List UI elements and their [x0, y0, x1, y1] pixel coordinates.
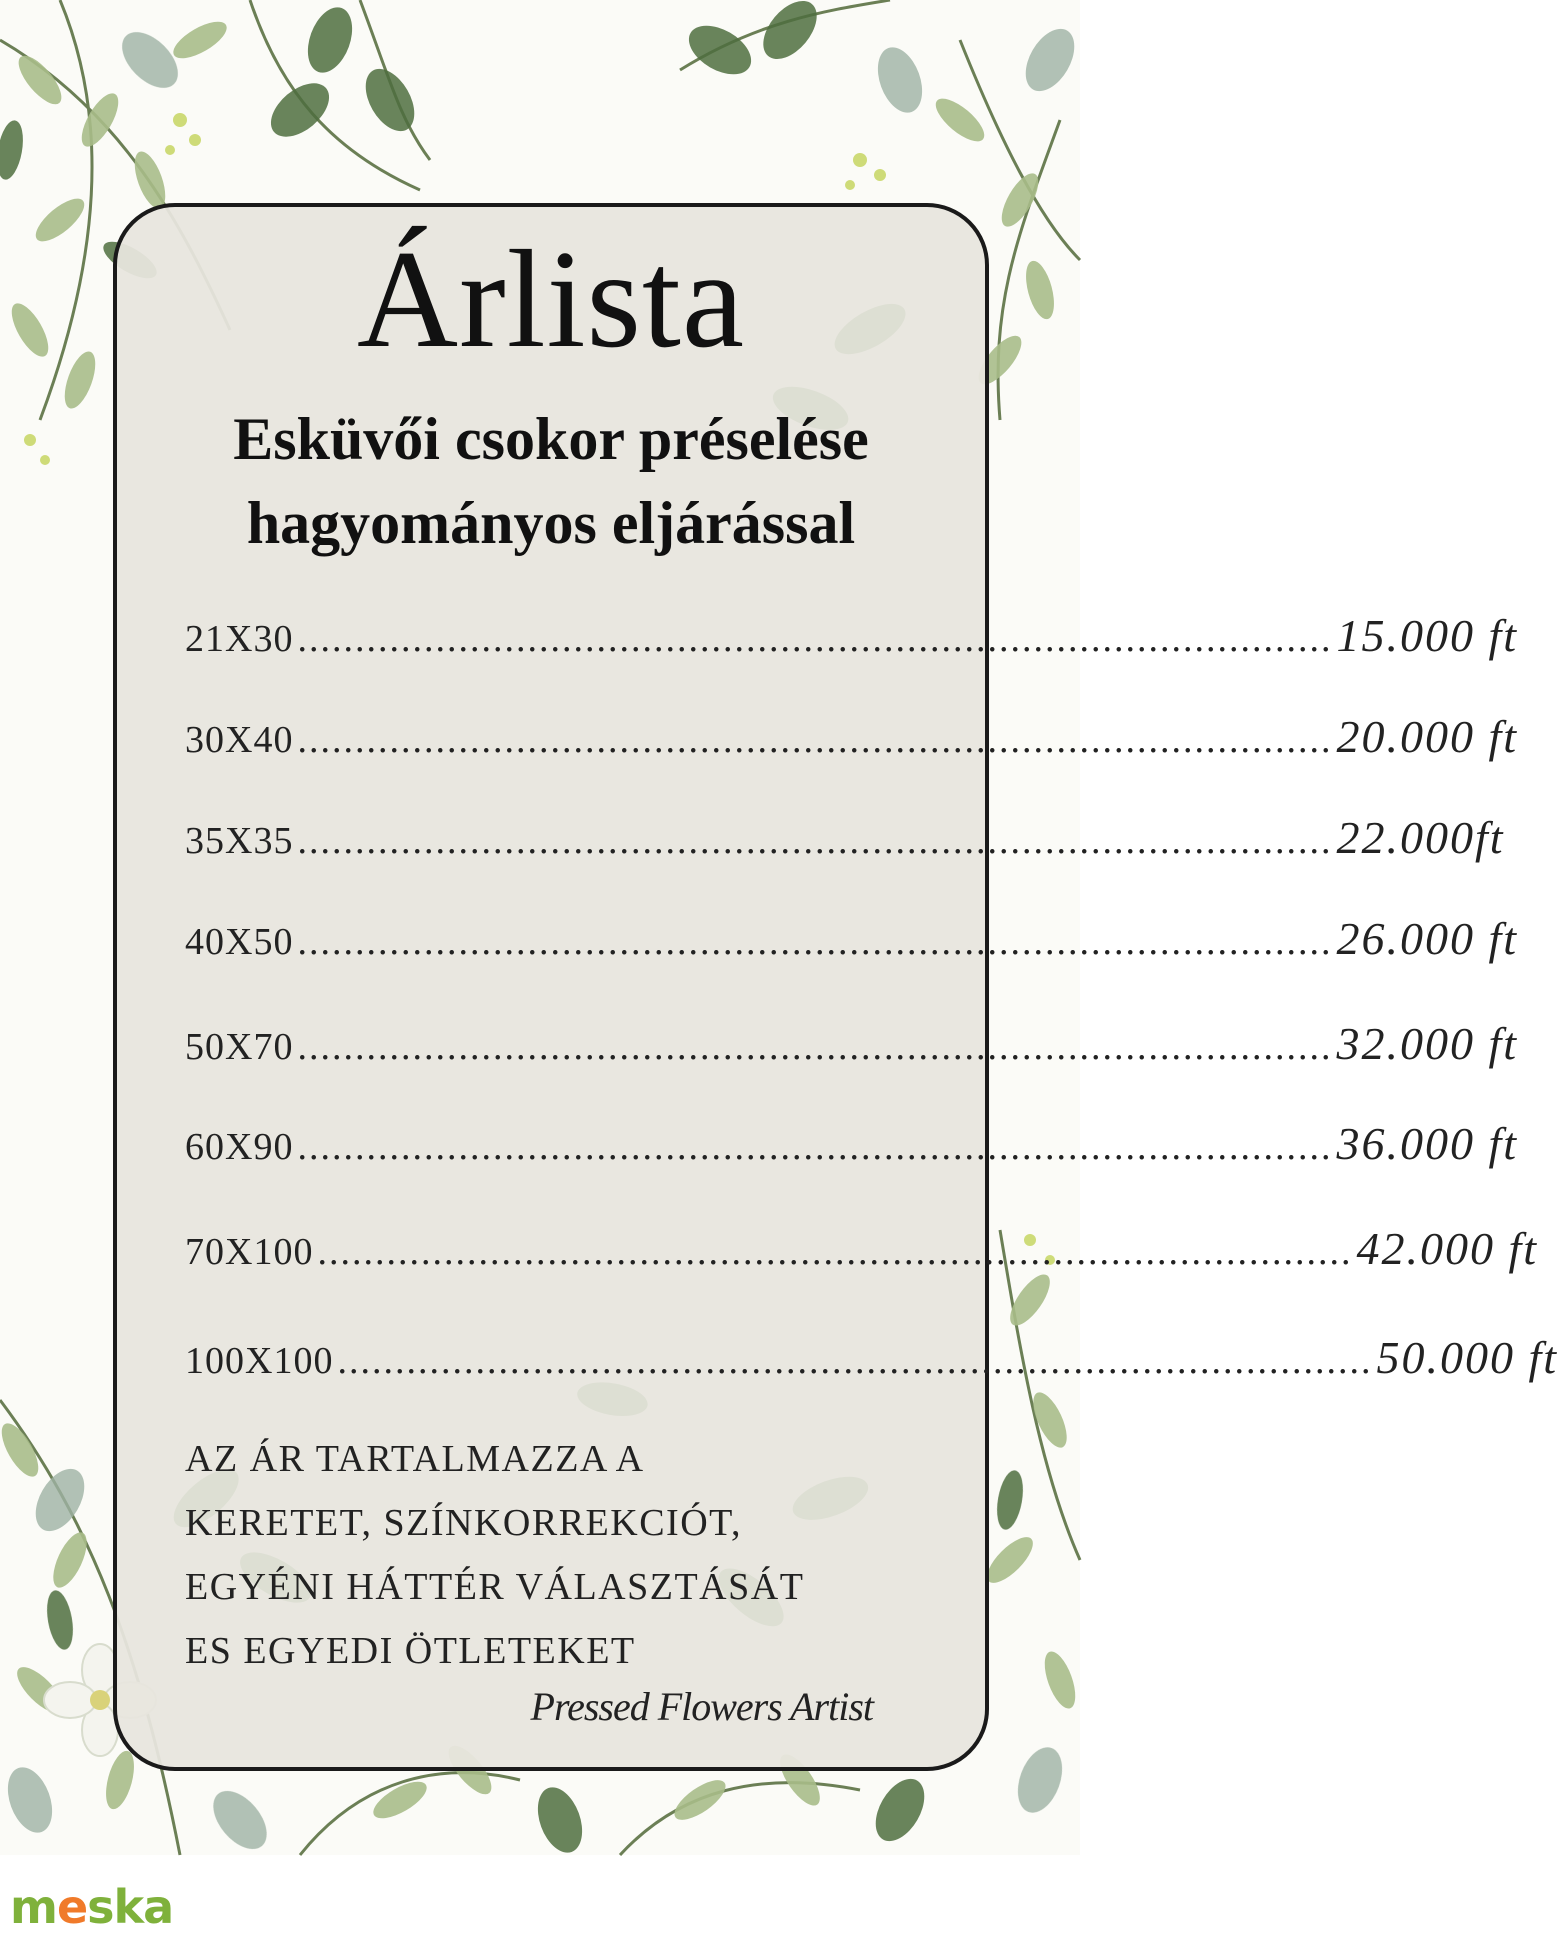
note-line-2: KERETET, SZÍNKORREKCIÓT,: [185, 1502, 743, 1544]
artist-signature: Pressed Flowers Artist: [530, 1684, 873, 1729]
price-row: [185, 609, 1519, 669]
logo-part-1: m: [10, 1880, 57, 1934]
price-value: 26.000 ft: [1336, 913, 1519, 964]
price-row: [185, 1331, 1558, 1391]
price-row: [185, 1117, 1519, 1177]
size-label: 35X35: [185, 820, 294, 862]
price-value: 42.000 ft: [1356, 1223, 1539, 1274]
price-value: 50.000 ft: [1376, 1332, 1558, 1383]
size-label: 70X100: [185, 1231, 314, 1273]
subtitle-line-1: Esküvői csokor préselése: [233, 406, 869, 472]
price-row: [185, 1017, 1519, 1077]
dot-leader: ..........................................................................................: [297, 921, 1333, 963]
price-includes-note: [185, 1427, 925, 1683]
dot-leader: ..........................................................................................: [297, 1026, 1333, 1068]
subtitle: [117, 397, 985, 565]
logo-part-2: e: [56, 1880, 88, 1934]
price-value: 20.000 ft: [1336, 711, 1519, 762]
dot-leader: ..........................................................................................: [297, 719, 1333, 761]
size-label: 40X50: [185, 921, 294, 963]
price-row: [185, 1222, 1539, 1282]
dot-leader: ..........................................................................................: [297, 820, 1333, 862]
note-line-4: ES EGYEDI ÖTLETEKET: [185, 1630, 636, 1672]
price-row: [185, 912, 1519, 972]
dot-leader: ..........................................................................................: [337, 1340, 1373, 1382]
size-label: 50X70: [185, 1026, 294, 1068]
size-label: 60X90: [185, 1126, 294, 1168]
price-row: [185, 811, 1505, 871]
price-value: 22.000ft: [1336, 812, 1505, 863]
size-label: 30X40: [185, 719, 294, 761]
logo-part-3: ska: [87, 1880, 174, 1934]
price-value: 15.000 ft: [1336, 610, 1519, 661]
price-row: [185, 710, 1519, 770]
dot-leader: ..........................................................................................: [297, 618, 1333, 660]
page-title: Árlista: [356, 222, 746, 377]
price-card: [113, 203, 1558, 1771]
note-line-1: AZ ÁR TARTALMAZZA A: [185, 1438, 645, 1480]
size-label: 21X30: [185, 618, 294, 660]
subtitle-line-2: hagyományos eljárással: [246, 490, 856, 556]
dot-leader: ..........................................................................................: [297, 1126, 1333, 1168]
meska-logo: [10, 1880, 173, 1934]
dot-leader: ..........................................................................................: [317, 1231, 1353, 1273]
price-value: 36.000 ft: [1336, 1118, 1519, 1169]
price-value: 32.000 ft: [1336, 1018, 1519, 1069]
size-label: 100X100: [185, 1340, 334, 1382]
note-line-3: EGYÉNI HÁTTÉR VÁLASZTÁSÁT: [185, 1566, 805, 1608]
